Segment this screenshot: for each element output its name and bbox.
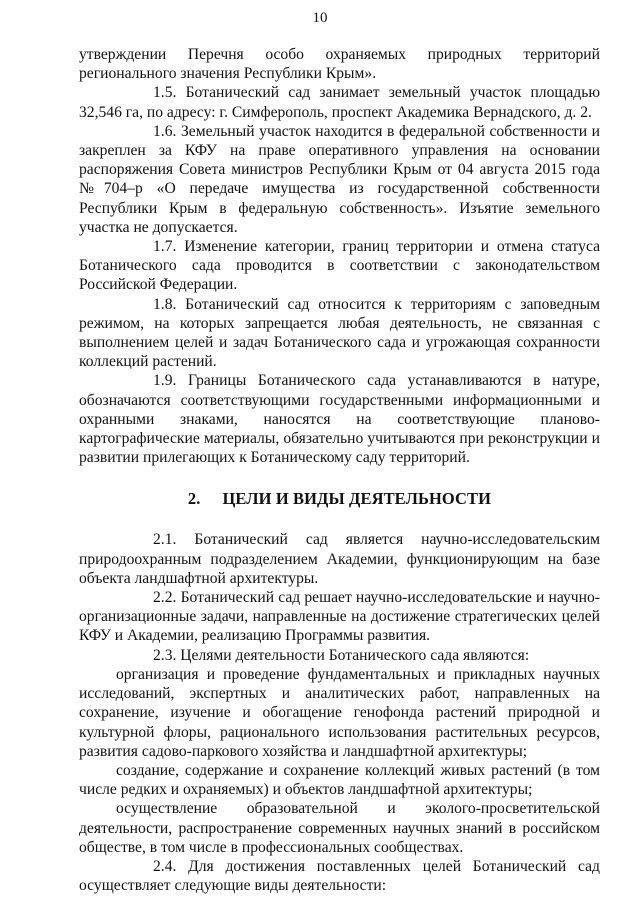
item-number: 1.8.	[153, 295, 177, 313]
item-number: 1.9.	[153, 372, 177, 390]
item-number: 2.2.	[153, 589, 177, 607]
section-title: ЦЕЛИ И ВИДЫ ДЕЯТЕЛЬНОСТИ	[222, 489, 492, 509]
item-number: 1.6.	[153, 122, 177, 140]
item-text: Ботанический сад занимает земельный участок площадью 32,546 га, по адресу: г. Симферополь, проспект Академика Вернадского, д. 2.	[79, 84, 600, 121]
item-text: Для достижения поставленных целей Ботанический сад осуществляет следующие виды деятельности:	[79, 857, 600, 895]
item-text: Изменение категории, границ территории и отмена статуса Ботанического сада проводится в соответствии с законодательством Российской Федерации.	[79, 238, 600, 294]
item-number: 2.4.	[153, 857, 177, 875]
item-number: 1.7.	[153, 238, 177, 256]
paragraph-1-7	[79, 237, 600, 295]
paragraph-2-4	[79, 857, 600, 895]
paragraph-continuation: утверждении Перечня особо охраняемых природных территорий регионального значения Республики Крым».	[79, 46, 600, 83]
paragraph-1-9	[79, 371, 600, 467]
item-number: 2.1.	[153, 531, 177, 549]
goal-item: организация и проведение фундаментальных и прикладных научных исследований, экспертных и аналитических работ, направленных на сохранение, изучение и обогащение генофонда растений природной и культурной флоры, рационального использования растительных ресурсов, развития садово-паркового хозяйства и ландшафтной архитектуры;	[79, 665, 600, 760]
paragraph-2-2	[79, 588, 600, 646]
item-text: Земельный участок находится в федеральной собственности и закреплен за КФУ на праве оперативного управления на основании распоряжения Совета министров Республики Крым от 04 августа 2015 года №704–р «О передаче имущества из государственной собственности Республики Крым в федеральную собственность». Изъятие земельного участка не допускается.	[79, 122, 600, 236]
item-text: Ботанический сад решает научно-исследовательские и научно-организационные задачи, направленные на достижение стратегических целей КФУ и Академии, реализацию Программы развития.	[79, 589, 600, 645]
item-text: Целями деятельности Ботанического сада являются:	[180, 646, 530, 664]
item-text: Ботанический сад является научно-исследовательским природоохранным подразделением Академии, функционирующим на базе объекта ландшафтной архитектуры.	[79, 531, 600, 587]
item-text: Ботанический сад относится к территориям с заповедным режимом, на которых запрещается любая деятельность, не связанная с выполнением целей и задач Ботанического сада и угрожающая сохранности коллекций растений.	[79, 295, 600, 371]
document-body	[79, 45, 600, 895]
page-number: 10	[312, 10, 328, 26]
goal-item: осуществление образовательной и эколого-просветительской деятельности, распространение современных научных знаний в российском обществе, в том числе в профессиональных сообществах.	[79, 800, 600, 856]
item-number: 2.3.	[153, 646, 177, 664]
section-number: 2.	[187, 489, 201, 509]
paragraph-1-5	[79, 83, 600, 121]
item-number: 1.5.	[153, 84, 177, 102]
item-text: Границы Ботанического сада устанавливаются в натуре, обозначаются соответствующими государственными информационными и охранными знаками, наносятся на соответствующие планово-картографические материалы, обязательно учитываются при реконструкции и развитии прилегающих к Ботаническому саду территорий.	[79, 372, 601, 467]
paragraph-2-1	[79, 530, 600, 588]
paragraph-1-8	[79, 295, 600, 372]
paragraph-1-6	[79, 122, 600, 237]
section-heading	[79, 489, 600, 509]
goal-item: создание, содержание и сохранение коллекций живых растений (в том числе редких и охраняемых) и объектов ландшафтной архитектуры;	[79, 761, 600, 799]
paragraph-2-3	[79, 646, 600, 665]
